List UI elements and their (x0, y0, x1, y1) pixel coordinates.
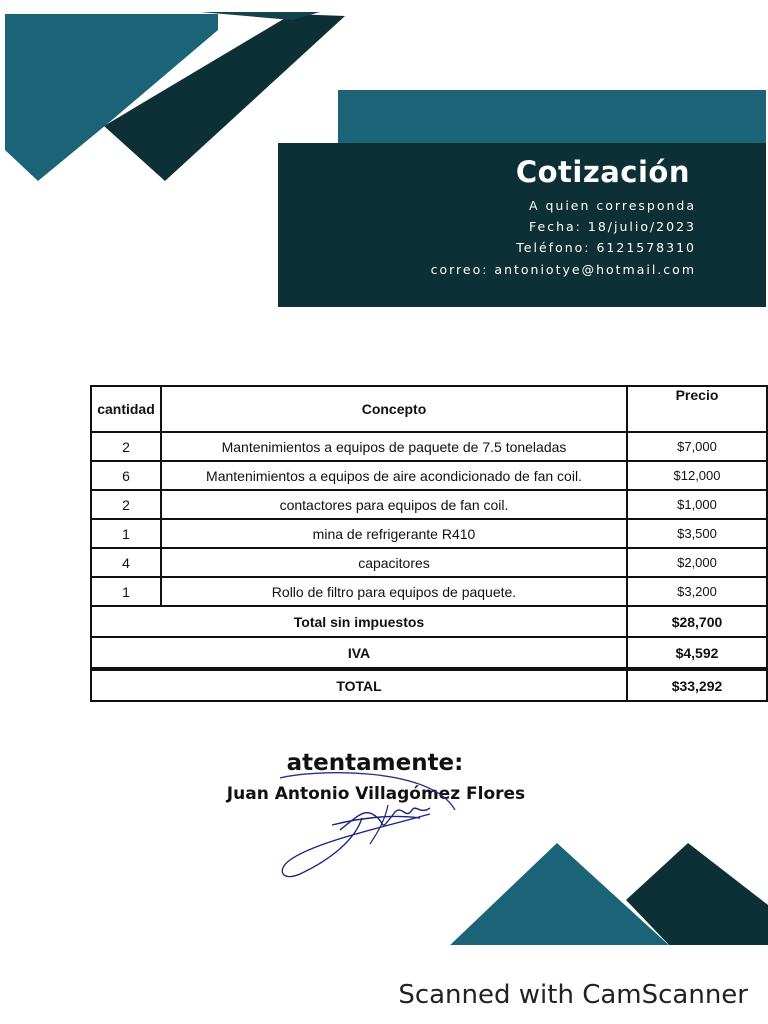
table-row (91, 548, 767, 577)
row-qty: 6 (91, 461, 161, 490)
table-row (91, 490, 767, 519)
total-row (91, 669, 767, 701)
row-qty: 1 (91, 519, 161, 548)
row-price: $12,000 (627, 461, 767, 490)
subtotal-label: Total sin impuestos (91, 606, 627, 637)
row-qty: 1 (91, 577, 161, 606)
header-accent-band (338, 90, 766, 143)
row-qty: 4 (91, 548, 161, 577)
subtotal-value: $28,700 (627, 606, 767, 637)
row-qty: 2 (91, 490, 161, 519)
subtotal-row (91, 606, 767, 637)
row-price: $3,500 (627, 519, 767, 548)
tax-label: IVA (91, 637, 627, 669)
total-label: TOTAL (91, 669, 627, 701)
table-header-row (91, 386, 767, 432)
phone-line: Teléfono: 6121578310 (516, 240, 696, 255)
row-price: $7,000 (627, 432, 767, 461)
row-concept: Mantenimientos a equipos de paquete de 7.5 toneladas (161, 432, 627, 461)
header-block (278, 143, 766, 307)
header-price: Precio (627, 386, 767, 432)
row-qty: 2 (91, 432, 161, 461)
document-title: Cotización (515, 155, 690, 189)
row-concept: Mantenimientos a equipos de aire acondicionado de fan coil. (161, 461, 627, 490)
row-price: $2,000 (627, 548, 767, 577)
row-concept: capacitores (161, 548, 627, 577)
header-qty: cantidad (91, 386, 161, 432)
table-row (91, 519, 767, 548)
tax-value: $4,592 (627, 637, 767, 669)
row-concept: mina de refrigerante R410 (161, 519, 627, 548)
table-row (91, 461, 767, 490)
email-line: correo: antoniotye@hotmail.com (430, 262, 696, 277)
row-concept: contactores para equipos de fan coil. (161, 490, 627, 519)
tax-row (91, 637, 767, 669)
signer-name: Juan Antonio Villagómez Flores (226, 784, 526, 804)
table-row (91, 577, 767, 606)
header-concept: Concepto (161, 386, 627, 432)
row-price: $3,200 (627, 577, 767, 606)
total-value: $33,292 (627, 669, 767, 701)
date-line: Fecha: 18/julio/2023 (529, 219, 696, 234)
table-row (91, 432, 767, 461)
closing-text: atentamente: (286, 750, 464, 776)
handwritten-signature (270, 770, 470, 890)
quote-table (90, 385, 768, 702)
row-price: $1,000 (627, 490, 767, 519)
recipient-line: A quien corresponda (528, 198, 696, 213)
scanner-watermark-text: Scanned with CamScanner (398, 980, 748, 1010)
row-concept: Rollo de filtro para equipos de paquete. (161, 577, 627, 606)
